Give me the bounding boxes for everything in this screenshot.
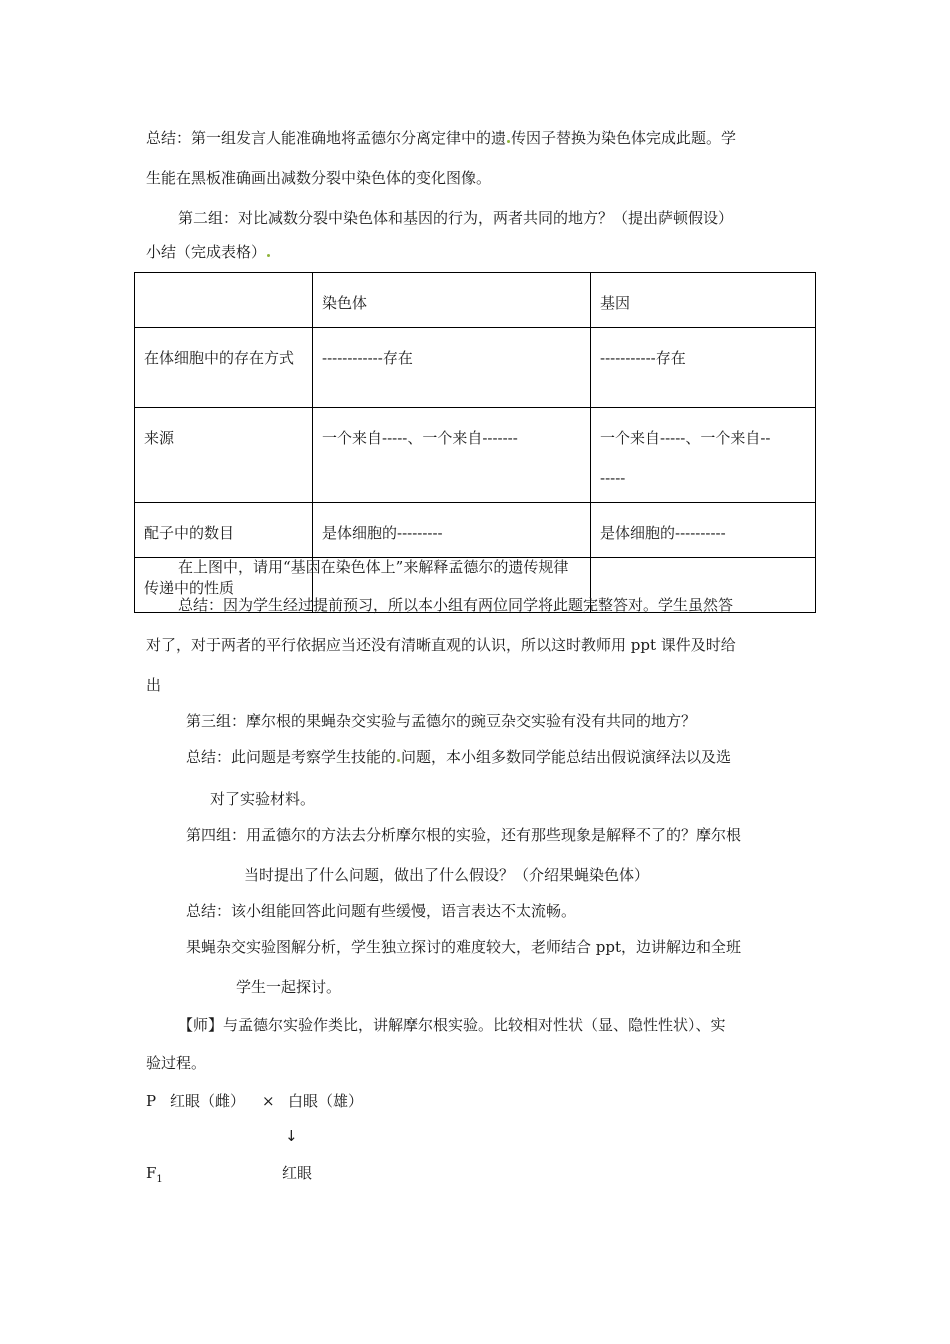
cross-male: 白眼（雄） (288, 1092, 364, 1110)
summary4: 总结：该小组能回答此问题有些缓慢，语言表达不太流畅。 (186, 902, 577, 920)
group4-line2: 当时提出了什么问题，做出了什么假设？（介绍果蝇染色体） (244, 866, 650, 884)
summary1-line1 (146, 128, 736, 148)
table-cell: ------------存在 (313, 328, 591, 408)
highlight-dot (507, 140, 510, 143)
table-cell: 传递中的性质 (135, 558, 313, 613)
table-cell: 在体细胞中的存在方式 (135, 328, 313, 408)
summary3-line1 (186, 747, 731, 767)
summary3-line2: 对了实验材料。 (210, 790, 316, 808)
teacher-line1: 【师】与孟德尔实验作类比，讲解摩尔根实验。比较相对性状（显、隐性性状）、实 (178, 1016, 726, 1034)
summary3-text-a: 总结：此问题是考察学生技能的 (186, 748, 397, 766)
fly-analysis-line1: 果蝇杂交实验图解分析，学生独立探讨的难度较大，老师结合 ppt，边讲解边和全班 (186, 938, 742, 956)
table-cell: -----------存在 (591, 328, 816, 408)
cross-p-label: P (146, 1092, 157, 1110)
fly-analysis-line2: 学生一起探讨。 (236, 978, 342, 996)
cross-f1-label (146, 1163, 163, 1190)
group3-question: 第三组：摩尔根的果蝇杂交实验与孟德尔的豌豆杂交实验有没有共同的地方？ (186, 712, 697, 730)
summary1-text-b: 传因子替换为染色体完成此题。学 (511, 129, 737, 147)
summary2-line2: 对了，对于两者的平行依据应当还没有清晰直观的认识，所以这时教师用 ppt 课件及时给 (146, 636, 736, 654)
cross-female: 红眼（雌） (170, 1092, 246, 1110)
table-header-cell: 染色体 (313, 273, 591, 328)
down-arrow-icon: ↓ (285, 1127, 298, 1145)
highlight-dot (267, 254, 270, 257)
teacher-line2: 验过程。 (146, 1054, 207, 1072)
summary1-line2: 生能在黑板准确画出减数分裂中染色体的变化图像。 (146, 169, 492, 187)
table-header-cell (135, 273, 313, 328)
table-cell: 是体细胞的--------- (313, 503, 591, 558)
highlight-dot (397, 759, 400, 762)
summary2-line3: 出 (146, 676, 162, 694)
summary1-text-a: 总结：第一组发言人能准确地将孟德尔分离定律中的遗 (146, 129, 507, 147)
table-cell: 一个来自-----、一个来自------- (313, 408, 591, 503)
table-header-cell: 基因 (591, 273, 816, 328)
table-cell: 配子中的数目 (135, 503, 313, 558)
table-cell: 来源 (135, 408, 313, 503)
explain-question: 在上图中，请用“基因在染色体上”来解释孟德尔的遗传规律 (178, 558, 569, 576)
group4-line1: 第四组：用孟德尔的方法去分析摩尔根的实验，还有那些现象是解释不了的？摩尔根 (186, 826, 742, 844)
table-cell: 是体细胞的---------- (591, 503, 816, 558)
summary3-text-b: 问题，本小组多数同学能总结出假说演绎法以及选 (401, 748, 732, 766)
f1-subscript: 1 (156, 1174, 163, 1185)
table-row (135, 503, 816, 558)
table-intro (146, 242, 271, 262)
table-cell: 一个来自-----、一个来自------- (591, 408, 816, 503)
f1-letter: F (146, 1164, 157, 1182)
table-intro-text: 小结（完成表格） (146, 243, 267, 261)
table-row (135, 328, 816, 408)
table-header-row (135, 273, 816, 328)
cross-times-symbol: × (262, 1092, 275, 1110)
summary2-line1: 总结：因为学生经过提前预习，所以本小组有两位同学将此题完整答对。学生虽然答 (178, 596, 734, 614)
cross-f1-result: 红眼 (282, 1164, 313, 1182)
table-row (135, 408, 816, 503)
group2-question: 第二组：对比减数分裂中染色体和基因的行为，两者共同的地方？（提出萨顿假设） (178, 209, 734, 227)
